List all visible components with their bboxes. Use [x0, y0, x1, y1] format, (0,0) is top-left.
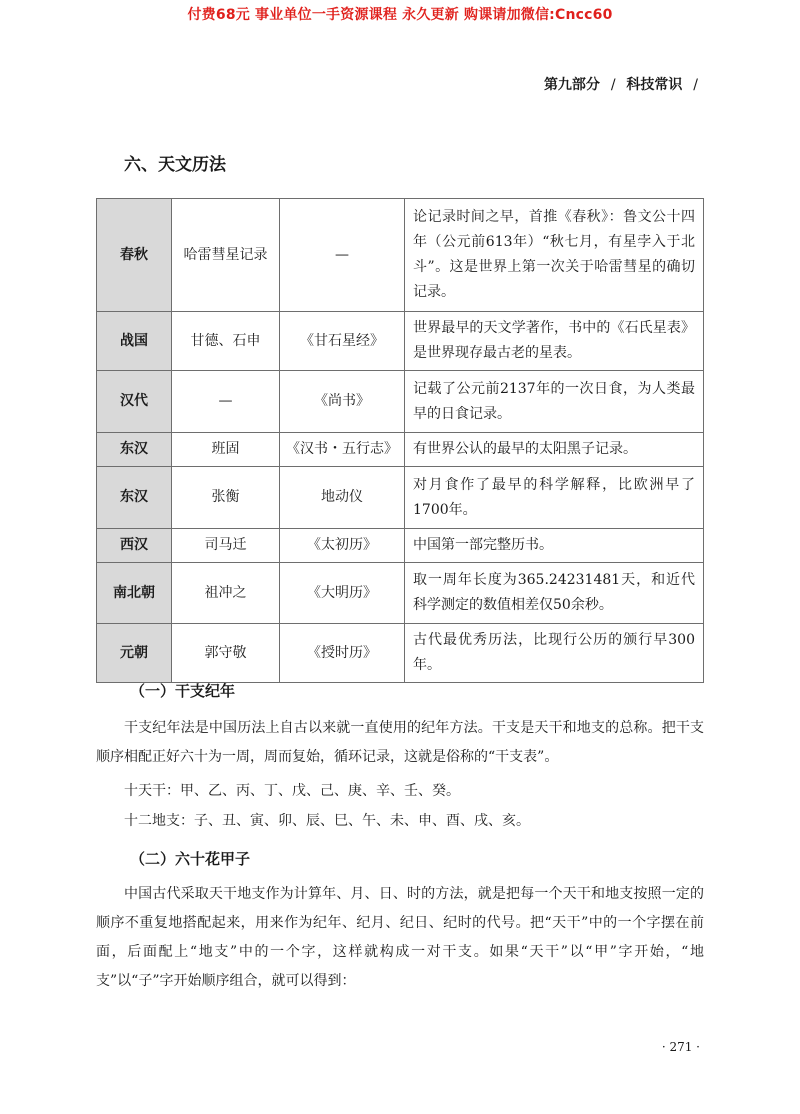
subheading-ganzhi: （一）干支纪年 — [130, 682, 236, 700]
work-cell: 《甘石星经》 — [280, 312, 405, 371]
page-number: · 271 · — [661, 1040, 700, 1054]
work-cell: 《尚书》 — [280, 371, 405, 433]
astronomy-table — [96, 198, 704, 683]
table-row — [97, 371, 704, 433]
person-cell: 哈雷彗星记录 — [172, 199, 280, 312]
description-cell: 记载了公元前2137年的一次日食，为人类最早的日食记录。 — [405, 371, 704, 433]
person-cell: 班固 — [172, 433, 280, 467]
era-cell: 南北朝 — [97, 563, 172, 624]
person-cell: 司马迁 — [172, 529, 280, 563]
work-cell: — — [280, 199, 405, 312]
work-cell: 《太初历》 — [280, 529, 405, 563]
ganzhi-paragraph: 干支纪年法是中国历法上自古以来就一直使用的纪年方法。干支是天干和地支的总称。把干支顺序相配正好六十为一周，周而复始，循环记录，这就是俗称的“干支表”。 — [96, 720, 704, 765]
table-row — [97, 529, 704, 563]
table-row — [97, 312, 704, 371]
jiazi-paragraph: 中国古代采取天干地支作为计算年、月、日、时的方法，就是把每一个天干和地支按照一定的顺序不重复地搭配起来，用来作为纪年、纪月、纪日、纪时的代号。把“天干”中的一个字摆在前面，后面配上“地支”中的一个字，这样就构成一对干支。如果“天干”以“甲”字开始，“地支”以“子”字开始顺序组合，就可以得到： — [96, 886, 704, 989]
work-cell: 《汉书・五行志》 — [280, 433, 405, 467]
person-cell: 张衡 — [172, 467, 280, 529]
tiangan-line: 十天干：甲、乙、丙、丁、戊、己、庚、辛、壬、癸。 — [124, 783, 460, 799]
table-row — [97, 433, 704, 467]
work-cell: 《授时历》 — [280, 624, 405, 683]
description-cell: 取一周年长度为365.24231481天，和近代科学测定的数值相差仅50余秒。 — [405, 563, 704, 624]
header-slash: / — [610, 77, 616, 93]
person-cell: 郭守敬 — [172, 624, 280, 683]
person-cell: 甘德、石申 — [172, 312, 280, 371]
era-cell: 元朝 — [97, 624, 172, 683]
dizhi-line: 十二地支：子、丑、寅、卯、辰、巳、午、未、申、酉、戌、亥。 — [124, 813, 530, 829]
header-topic: 科技常识 — [626, 77, 683, 93]
table-row — [97, 467, 704, 529]
table-row — [97, 624, 704, 683]
description-cell: 古代最优秀历法，比现行公历的颁行早300年。 — [405, 624, 704, 683]
era-cell: 西汉 — [97, 529, 172, 563]
header-part: 第九部分 — [543, 77, 600, 93]
table-row — [97, 199, 704, 312]
running-header — [544, 74, 704, 94]
person-cell: — — [172, 371, 280, 433]
watermark-banner: 付费68元 事业单位一手资源课程 永久更新 购课请加微信:Cncc60 — [187, 7, 613, 23]
header-slash: / — [693, 77, 698, 93]
era-cell: 东汉 — [97, 433, 172, 467]
description-cell: 有世界公认的最早的太阳黑子记录。 — [405, 433, 704, 467]
description-cell: 中国第一部完整历书。 — [405, 529, 704, 563]
work-cell: 《大明历》 — [280, 563, 405, 624]
description-cell: 世界最早的天文学著作，书中的《石氏星表》是世界现存最古老的星表。 — [405, 312, 704, 371]
era-cell: 东汉 — [97, 467, 172, 529]
era-cell: 战国 — [97, 312, 172, 371]
subheading-jiazi: （二）六十花甲子 — [130, 850, 251, 868]
table-row — [97, 563, 704, 624]
era-cell: 汉代 — [97, 371, 172, 433]
description-cell: 对月食作了最早的科学解释，比欧洲早了1700年。 — [405, 467, 704, 529]
work-cell: 地动仪 — [280, 467, 405, 529]
description-cell: 论记录时间之早，首推《春秋》：鲁文公十四年（公元前613年）“秋七月，有星孛入于北斗”。这是世界上第一次关于哈雷彗星的确切记录。 — [405, 199, 704, 312]
section-title: 六、天文历法 — [124, 155, 226, 175]
person-cell: 祖冲之 — [172, 563, 280, 624]
era-cell: 春秋 — [97, 199, 172, 312]
